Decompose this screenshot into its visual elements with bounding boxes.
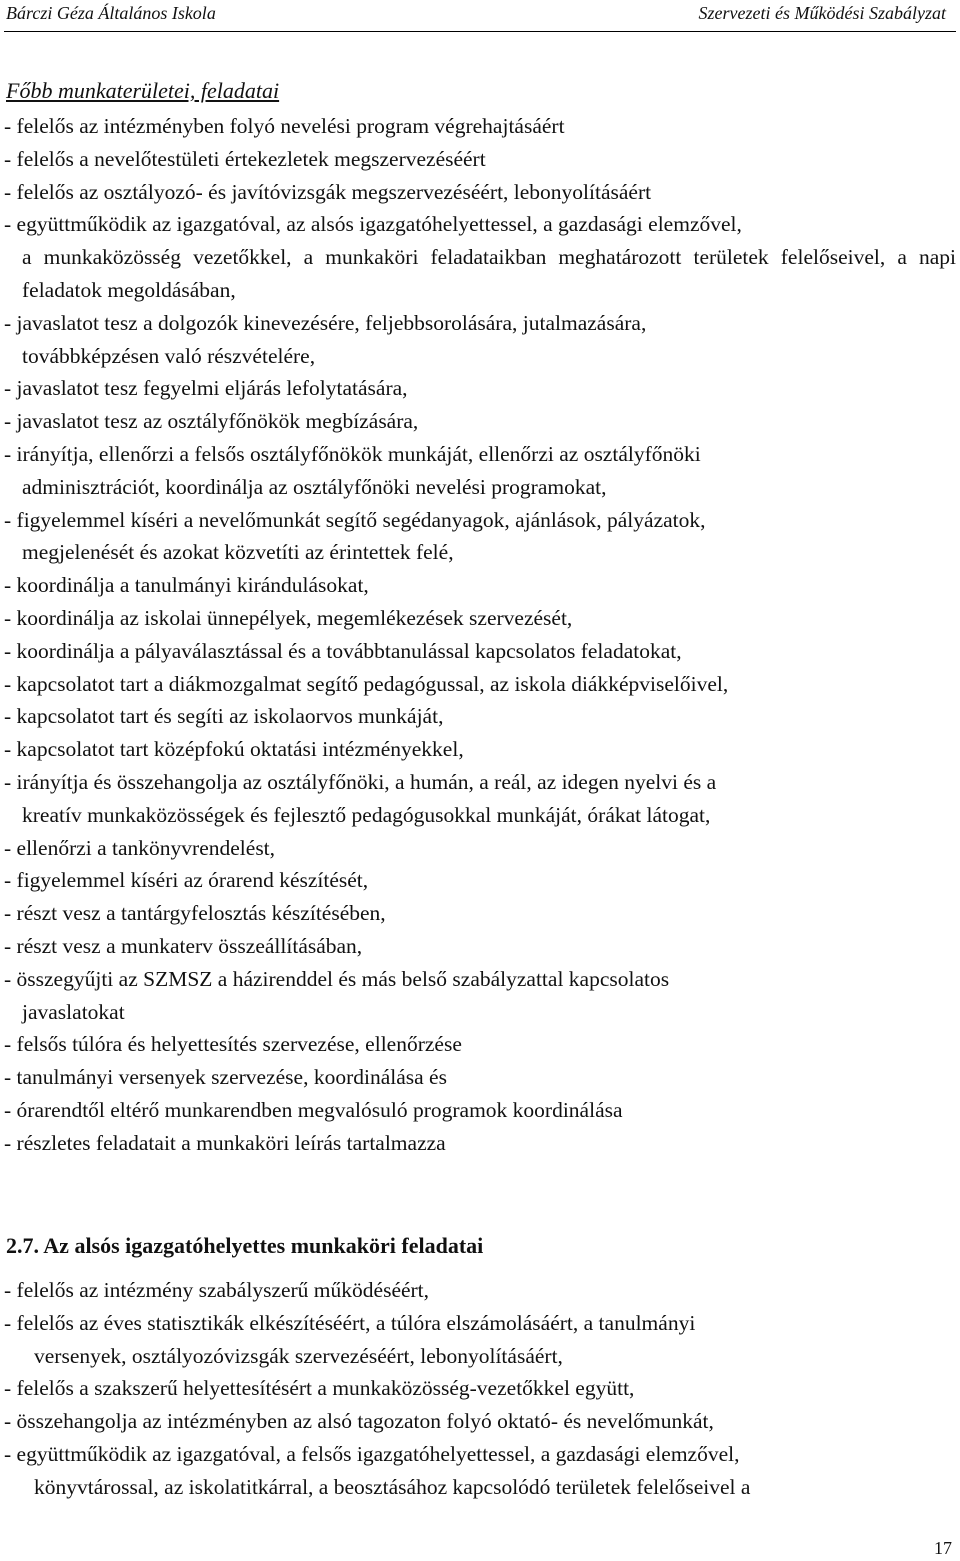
list-item: [4, 1307, 956, 1373]
list-item-text: - koordinálja a tanulmányi kirándulásokat,: [4, 573, 369, 598]
list-item: [4, 1094, 956, 1127]
header-document-title: Szervezeti és Működési Szabályzat: [698, 3, 946, 23]
list-item: [4, 700, 956, 733]
list-item: [4, 635, 956, 668]
list-item-text: - kapcsolatot tart a diákmozgalmat segítő pedagógussal, az iskola diákképviselőivel,: [4, 671, 729, 696]
list-item-text: - koordinálja a pályaválasztással és a továbbtanulással kapcsolatos feladatokat,: [4, 638, 682, 663]
list-item-text: - felsős túlóra és helyettesítés szervezése, ellenőrzése: [4, 1032, 462, 1057]
list-item-text: - irányítja és összehangolja az osztályfőnöki, a humán, a reál, az idegen nyelvi és a: [4, 769, 717, 794]
list-item-text: - figyelemmel kíséri a nevelőmunkát segítő segédanyagok, ajánlások, pályázatok,: [4, 507, 706, 532]
list-item: [4, 766, 956, 832]
list-item-text: - kapcsolatot tart és segíti az iskolaorvos munkáját,: [4, 704, 444, 729]
list-item: [4, 176, 956, 209]
list-item-text: - részletes feladatait a munkaköri leírás tartalmazza: [4, 1130, 446, 1155]
header-rule: [4, 31, 956, 32]
list-item: [4, 405, 956, 438]
list-item-continuation: megjelenését és azokat közvetíti az érintettek felé,: [22, 540, 454, 565]
list-item: [4, 110, 956, 143]
list-item: [4, 372, 956, 405]
list-item-text: - felelős az intézmény szabályszerű működéséért,: [4, 1278, 430, 1302]
list-item-continuation: a munkaközösség vezetőkkel, a munkaköri feladataikban meghatározott területek felelőseivel, a napi feladatok megoldásában,: [22, 245, 956, 302]
list-item-text: - tanulmányi versenyek szervezése, koordinálása és: [4, 1065, 447, 1090]
list-item: [4, 1405, 956, 1438]
list-item: [4, 1438, 956, 1504]
list-item: [4, 569, 956, 602]
duties-list: [4, 110, 956, 1160]
list-item-continuation: továbbképzésen való részvételére,: [22, 343, 316, 368]
list-item-text: - javaslatot tesz a dolgozók kinevezésére, feljebbsorolására, jutalmazására,: [4, 310, 647, 335]
list-item-text: - felelős az intézményben folyó nevelési program végrehajtásáért: [4, 114, 565, 138]
list-item-continuation: könyvtárossal, az iskolatitkárral, a beosztásához kapcsolódó területek felelőseivel a: [34, 1474, 751, 1499]
list-item: [4, 1061, 956, 1094]
deputy-duties-list: [4, 1274, 956, 1504]
list-item: [4, 963, 956, 1029]
list-item-text: - javaslatot tesz az osztályfőnökök megbízására,: [4, 409, 419, 434]
list-item: [4, 438, 956, 504]
list-item-text: - koordinálja az iskolai ünnepélyek, megemlékezések szervezését,: [4, 605, 573, 630]
list-item-text: - javaslatot tesz fegyelmi eljárás lefolytatására,: [4, 376, 408, 401]
list-item: [4, 733, 956, 766]
list-item: [4, 307, 956, 373]
header-school-name: Bárczi Géza Általános Iskola: [6, 3, 216, 23]
list-item-text: - együttműködik az igazgatóval, a felsős igazgatóhelyettessel, a gazdasági elemzővel,: [4, 1441, 740, 1466]
list-item: [4, 1372, 956, 1405]
list-item: [4, 143, 956, 176]
list-item: [4, 832, 956, 865]
list-item: [4, 930, 956, 963]
list-item-text: - felelős az osztályozó- és javítóvizsgák megszervezéséért, lebonyolításáért: [4, 179, 652, 204]
list-item-text: - összehangolja az intézményben az alsó tagozaton folyó oktató- és nevelőmunkát,: [4, 1409, 714, 1434]
list-item-text: - felelős a nevelőtestületi értekezletek megszervezéséért: [4, 146, 486, 171]
list-item-text: - felelős a szakszerű helyettesítésért a munkaközösség-vezetőkkel együtt,: [4, 1376, 635, 1401]
list-item-text: - irányítja, ellenőrzi a felsős osztályfőnökök munkáját, ellenőrzi az osztályfőnöki: [4, 441, 701, 466]
list-item-text: - együttműködik az igazgatóval, az alsós igazgatóhelyettessel, a gazdasági elemzővel,: [4, 212, 742, 237]
page-number: 17: [934, 1538, 952, 1558]
list-item: [4, 1274, 956, 1307]
list-item-text: - részt vesz a munkaterv összeállításában,: [4, 933, 363, 958]
list-item: [4, 504, 956, 570]
list-item: [4, 1127, 956, 1160]
list-item: [4, 864, 956, 897]
list-item-text: - ellenőrzi a tankönyvrendelést,: [4, 835, 276, 860]
list-item: [4, 897, 956, 930]
section-2-7-heading: 2.7. Az alsós igazgatóhelyettes munkaköri feladatai: [6, 1233, 484, 1258]
list-item: [4, 602, 956, 635]
list-item-text: - kapcsolatot tart középfokú oktatási intézményekkel,: [4, 737, 464, 762]
list-item-text: - órarendtől eltérő munkarendben megvalósuló programok koordinálása: [4, 1097, 623, 1122]
list-item-continuation: kreatív munkaközösségek és fejlesztő pedagógusokkal munkáját, órákat látogat,: [22, 802, 711, 827]
section-heading: Főbb munkaterületei, feladatai: [6, 78, 280, 103]
list-item-continuation: versenyek, osztályozóvizsgák szervezéséért, lebonyolításáért,: [34, 1343, 563, 1368]
list-item: [4, 668, 956, 701]
list-item: [4, 1028, 956, 1061]
list-item-text: - összegyűjti az SZMSZ a házirenddel és más belső szabályzattal kapcsolatos: [4, 966, 670, 991]
list-item-continuation: adminisztrációt, koordinálja az osztályfőnöki nevelési programokat,: [22, 474, 607, 499]
list-item-continuation: javaslatokat: [22, 999, 125, 1024]
page-header: [0, 0, 960, 34]
list-item-text: - részt vesz a tantárgyfelosztás készítésében,: [4, 901, 386, 926]
list-item-text: - figyelemmel kíséri az órarend készítését,: [4, 868, 369, 893]
list-item: [4, 208, 956, 306]
list-item-text: - felelős az éves statisztikák elkészítéséért, a túlóra elszámolásáért, a tanulmányi: [4, 1310, 696, 1335]
